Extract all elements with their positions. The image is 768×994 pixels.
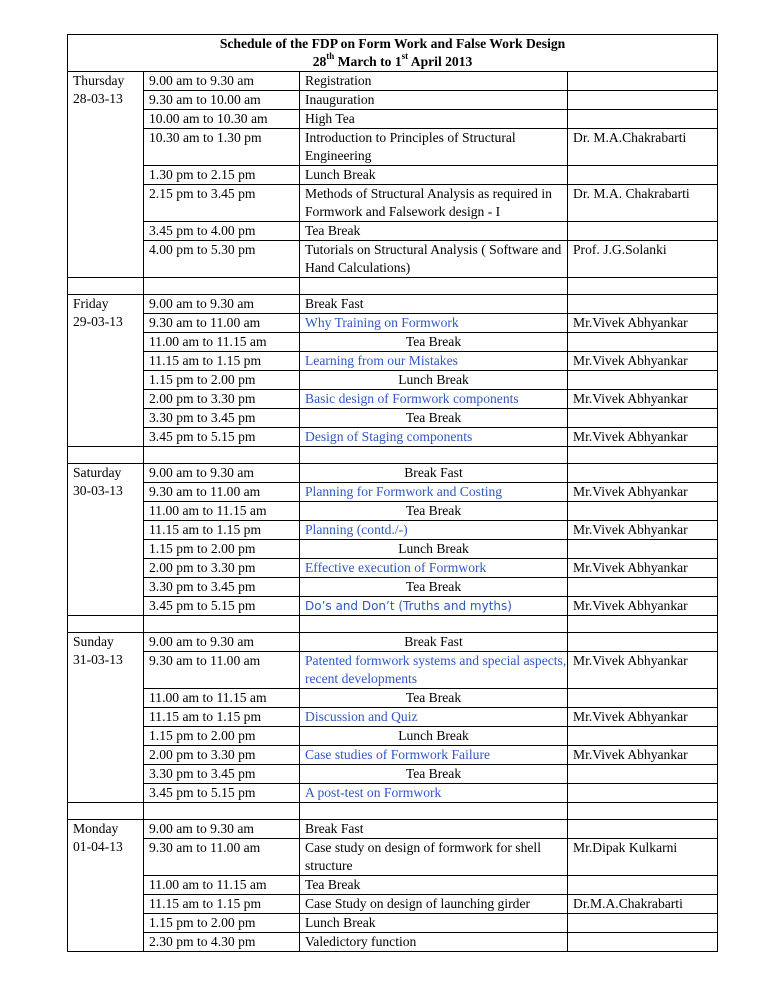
separator-cell <box>68 447 144 464</box>
session-topic: Registration <box>300 72 568 91</box>
session-time: 3.45 pm to 4.00 pm <box>144 222 300 241</box>
schedule-row <box>68 540 718 559</box>
session-speaker <box>568 166 718 185</box>
day-date: 31-03-13 <box>73 652 123 667</box>
separator-cell <box>568 616 718 633</box>
session-time: 10.30 am to 1.30 pm <box>144 129 300 166</box>
session-topic: Break Fast <box>300 820 568 839</box>
schedule-row <box>68 876 718 895</box>
session-time: 2.15 pm to 3.45 pm <box>144 185 300 222</box>
schedule-row <box>68 578 718 597</box>
session-time: 9.30 am to 10.00 am <box>144 91 300 110</box>
schedule-row <box>68 483 718 502</box>
session-speaker <box>568 333 718 352</box>
session-topic: Effective execution of Formwork <box>300 559 568 578</box>
schedule-row <box>68 314 718 333</box>
session-speaker <box>568 409 718 428</box>
title-row <box>68 35 718 72</box>
separator-cell <box>68 616 144 633</box>
session-time: 11.15 am to 1.15 pm <box>144 521 300 540</box>
schedule-row <box>68 689 718 708</box>
session-speaker: Mr.Dipak Kulkarni <box>568 839 718 876</box>
day-name: Monday <box>73 821 119 836</box>
day-date: 30-03-13 <box>73 483 123 498</box>
schedule-title: Schedule of the FDP on Form Work and False Work Design <box>219 36 566 51</box>
schedule-row <box>68 633 718 652</box>
session-topic: Break Fast <box>300 464 568 483</box>
session-time: 9.30 am to 11.00 am <box>144 652 300 689</box>
schedule-row <box>68 222 718 241</box>
session-topic: Tea Break <box>300 689 568 708</box>
session-time: 2.00 pm to 3.30 pm <box>144 390 300 409</box>
session-time: 2.30 pm to 4.30 pm <box>144 933 300 952</box>
session-time: 11.00 am to 11.15 am <box>144 333 300 352</box>
session-topic: High Tea <box>300 110 568 129</box>
schedule-row <box>68 708 718 727</box>
session-speaker: Mr.Vivek Abhyankar <box>568 390 718 409</box>
session-speaker: Dr. M.A. Chakrabarti <box>568 185 718 222</box>
session-topic: Tutorials on Structural Analysis ( Software and Hand Calculations) <box>300 241 568 278</box>
session-time: 1.15 pm to 2.00 pm <box>144 914 300 933</box>
day-date: 29-03-13 <box>73 314 123 329</box>
start-day-suffix: th <box>326 51 335 62</box>
schedule-row <box>68 185 718 222</box>
session-topic: Patented formwork systems and special aspects, recent developments <box>300 652 568 689</box>
schedule-row <box>68 409 718 428</box>
session-time: 1.30 pm to 2.15 pm <box>144 166 300 185</box>
session-topic: Lunch Break <box>300 540 568 559</box>
session-topic: Inauguration <box>300 91 568 110</box>
session-speaker <box>568 91 718 110</box>
session-topic: Tea Break <box>300 502 568 521</box>
session-topic: Planning for Formwork and Costing <box>300 483 568 502</box>
session-speaker <box>568 933 718 952</box>
day-cell <box>68 633 144 803</box>
schedule-row <box>68 72 718 91</box>
session-time: 11.00 am to 11.15 am <box>144 689 300 708</box>
session-time: 1.15 pm to 2.00 pm <box>144 727 300 746</box>
session-speaker: Mr.Vivek Abhyankar <box>568 597 718 616</box>
session-speaker: Mr.Vivek Abhyankar <box>568 652 718 689</box>
session-time: 3.45 pm to 5.15 pm <box>144 597 300 616</box>
session-topic: Tea Break <box>300 333 568 352</box>
separator-cell <box>300 616 568 633</box>
session-speaker <box>568 914 718 933</box>
schedule-row <box>68 502 718 521</box>
schedule-row <box>68 895 718 914</box>
separator-cell <box>568 278 718 295</box>
day-date: 28-03-13 <box>73 91 123 106</box>
session-speaker <box>568 784 718 803</box>
date-range-middle: March to 1 <box>334 54 402 69</box>
title-cell <box>68 35 718 72</box>
session-topic: Case study on design of formwork for shell structure <box>300 839 568 876</box>
session-time: 2.00 pm to 3.30 pm <box>144 559 300 578</box>
schedule-row <box>68 559 718 578</box>
session-topic: Why Training on Formwork <box>300 314 568 333</box>
day-cell <box>68 464 144 616</box>
session-speaker <box>568 371 718 390</box>
session-time: 9.00 am to 9.30 am <box>144 820 300 839</box>
schedule-row <box>68 914 718 933</box>
separator-cell <box>300 447 568 464</box>
session-speaker: Mr.Vivek Abhyankar <box>568 314 718 333</box>
schedule-dates <box>68 53 717 71</box>
session-time: 11.15 am to 1.15 pm <box>144 895 300 914</box>
schedule-row <box>68 933 718 952</box>
session-speaker: Mr.Vivek Abhyankar <box>568 746 718 765</box>
session-time: 4.00 pm to 5.30 pm <box>144 241 300 278</box>
session-speaker <box>568 578 718 597</box>
day-name: Sunday <box>73 634 114 649</box>
date-range-end: April 2013 <box>408 54 473 69</box>
schedule-row <box>68 597 718 616</box>
day-name: Friday <box>73 296 109 311</box>
start-day: 28 <box>312 54 327 69</box>
day-date: 01-04-13 <box>73 839 123 854</box>
schedule-row <box>68 129 718 166</box>
schedule-row <box>68 652 718 689</box>
session-time: 9.00 am to 9.30 am <box>144 633 300 652</box>
session-time: 9.30 am to 11.00 am <box>144 839 300 876</box>
session-speaker: Prof. J.G.Solanki <box>568 241 718 278</box>
session-time: 1.15 pm to 2.00 pm <box>144 371 300 390</box>
separator-cell <box>568 803 718 820</box>
session-time: 11.15 am to 1.15 pm <box>144 352 300 371</box>
schedule-row <box>68 784 718 803</box>
schedule-row <box>68 765 718 784</box>
day-separator-row <box>68 447 718 464</box>
schedule-row <box>68 428 718 447</box>
session-speaker <box>568 876 718 895</box>
separator-cell <box>300 803 568 820</box>
session-topic: Break Fast <box>300 295 568 314</box>
separator-cell <box>144 803 300 820</box>
session-topic: Introduction to Principles of Structural Engineering <box>300 129 568 166</box>
session-speaker: Mr.Vivek Abhyankar <box>568 428 718 447</box>
session-time: 1.15 pm to 2.00 pm <box>144 540 300 559</box>
schedule-row <box>68 110 718 129</box>
session-topic: Lunch Break <box>300 371 568 390</box>
session-time: 9.30 am to 11.00 am <box>144 314 300 333</box>
schedule-row <box>68 390 718 409</box>
session-time: 3.30 pm to 3.45 pm <box>144 578 300 597</box>
session-speaker <box>568 633 718 652</box>
session-topic: Tea Break <box>300 578 568 597</box>
session-topic: Tea Break <box>300 765 568 784</box>
session-topic: Discussion and Quiz <box>300 708 568 727</box>
session-speaker <box>568 820 718 839</box>
session-speaker: Dr. M.A.Chakrabarti <box>568 129 718 166</box>
session-topic: A post-test on Formwork <box>300 784 568 803</box>
session-topic: Lunch Break <box>300 914 568 933</box>
session-topic: Case Study on design of launching girder <box>300 895 568 914</box>
session-speaker: Mr.Vivek Abhyankar <box>568 559 718 578</box>
schedule-row <box>68 352 718 371</box>
day-name: Thursday <box>73 73 125 88</box>
session-speaker <box>568 727 718 746</box>
session-time: 11.00 am to 11.15 am <box>144 876 300 895</box>
day-cell <box>68 820 144 952</box>
day-separator-row <box>68 803 718 820</box>
separator-cell <box>144 616 300 633</box>
schedule-row <box>68 727 718 746</box>
session-topic: Valedictory function <box>300 933 568 952</box>
separator-cell <box>300 278 568 295</box>
session-time: 9.30 am to 11.00 am <box>144 483 300 502</box>
day-separator-row <box>68 278 718 295</box>
separator-cell <box>144 447 300 464</box>
schedule-row <box>68 333 718 352</box>
separator-cell <box>144 278 300 295</box>
schedule-row <box>68 820 718 839</box>
session-topic: Case studies of Formwork Failure <box>300 746 568 765</box>
session-topic: Tea Break <box>300 222 568 241</box>
schedule-row <box>68 166 718 185</box>
separator-cell <box>68 278 144 295</box>
session-topic: Planning (contd./-) <box>300 521 568 540</box>
session-time: 9.00 am to 9.30 am <box>144 72 300 91</box>
schedule-row <box>68 839 718 876</box>
session-time: 3.30 pm to 3.45 pm <box>144 409 300 428</box>
day-separator-row <box>68 616 718 633</box>
session-topic: Break Fast <box>300 633 568 652</box>
separator-cell <box>68 803 144 820</box>
session-speaker <box>568 689 718 708</box>
separator-cell <box>568 447 718 464</box>
schedule-row <box>68 521 718 540</box>
session-speaker <box>568 464 718 483</box>
session-speaker: Mr.Vivek Abhyankar <box>568 708 718 727</box>
session-time: 2.00 pm to 3.30 pm <box>144 746 300 765</box>
session-topic: Design of Staging components <box>300 428 568 447</box>
schedule-row <box>68 241 718 278</box>
session-speaker <box>568 765 718 784</box>
session-speaker <box>568 295 718 314</box>
schedule-row <box>68 371 718 390</box>
session-topic: Learning from our Mistakes <box>300 352 568 371</box>
day-name: Saturday <box>73 465 122 480</box>
session-topic: Lunch Break <box>300 166 568 185</box>
schedule-row <box>68 295 718 314</box>
session-topic: Methods of Structural Analysis as required in Formwork and Falsework design - I <box>300 185 568 222</box>
schedule-row <box>68 91 718 110</box>
session-speaker <box>568 540 718 559</box>
session-time: 11.15 am to 1.15 pm <box>144 708 300 727</box>
day-cell <box>68 72 144 278</box>
session-time: 9.00 am to 9.30 am <box>144 464 300 483</box>
session-topic: Lunch Break <box>300 727 568 746</box>
session-topic: Do’s and Don’t (Truths and myths) <box>300 597 568 616</box>
schedule-row <box>68 464 718 483</box>
day-cell <box>68 295 144 447</box>
session-time: 11.00 am to 11.15 am <box>144 502 300 521</box>
session-speaker <box>568 502 718 521</box>
session-time: 9.00 am to 9.30 am <box>144 295 300 314</box>
session-time: 10.00 am to 10.30 am <box>144 110 300 129</box>
session-topic: Basic design of Formwork components <box>300 390 568 409</box>
session-topic: Tea Break <box>300 409 568 428</box>
session-time: 3.45 pm to 5.15 pm <box>144 784 300 803</box>
session-speaker <box>568 110 718 129</box>
session-speaker: Mr.Vivek Abhyankar <box>568 521 718 540</box>
schedule-row <box>68 746 718 765</box>
session-speaker <box>568 72 718 91</box>
session-speaker <box>568 222 718 241</box>
session-speaker: Mr.Vivek Abhyankar <box>568 352 718 371</box>
end-day-suffix: st <box>401 51 409 62</box>
session-speaker: Dr.M.A.Chakrabarti <box>568 895 718 914</box>
session-topic: Tea Break <box>300 876 568 895</box>
session-speaker: Mr.Vivek Abhyankar <box>568 483 718 502</box>
schedule-table <box>67 34 718 952</box>
session-time: 3.30 pm to 3.45 pm <box>144 765 300 784</box>
session-time: 3.45 pm to 5.15 pm <box>144 428 300 447</box>
